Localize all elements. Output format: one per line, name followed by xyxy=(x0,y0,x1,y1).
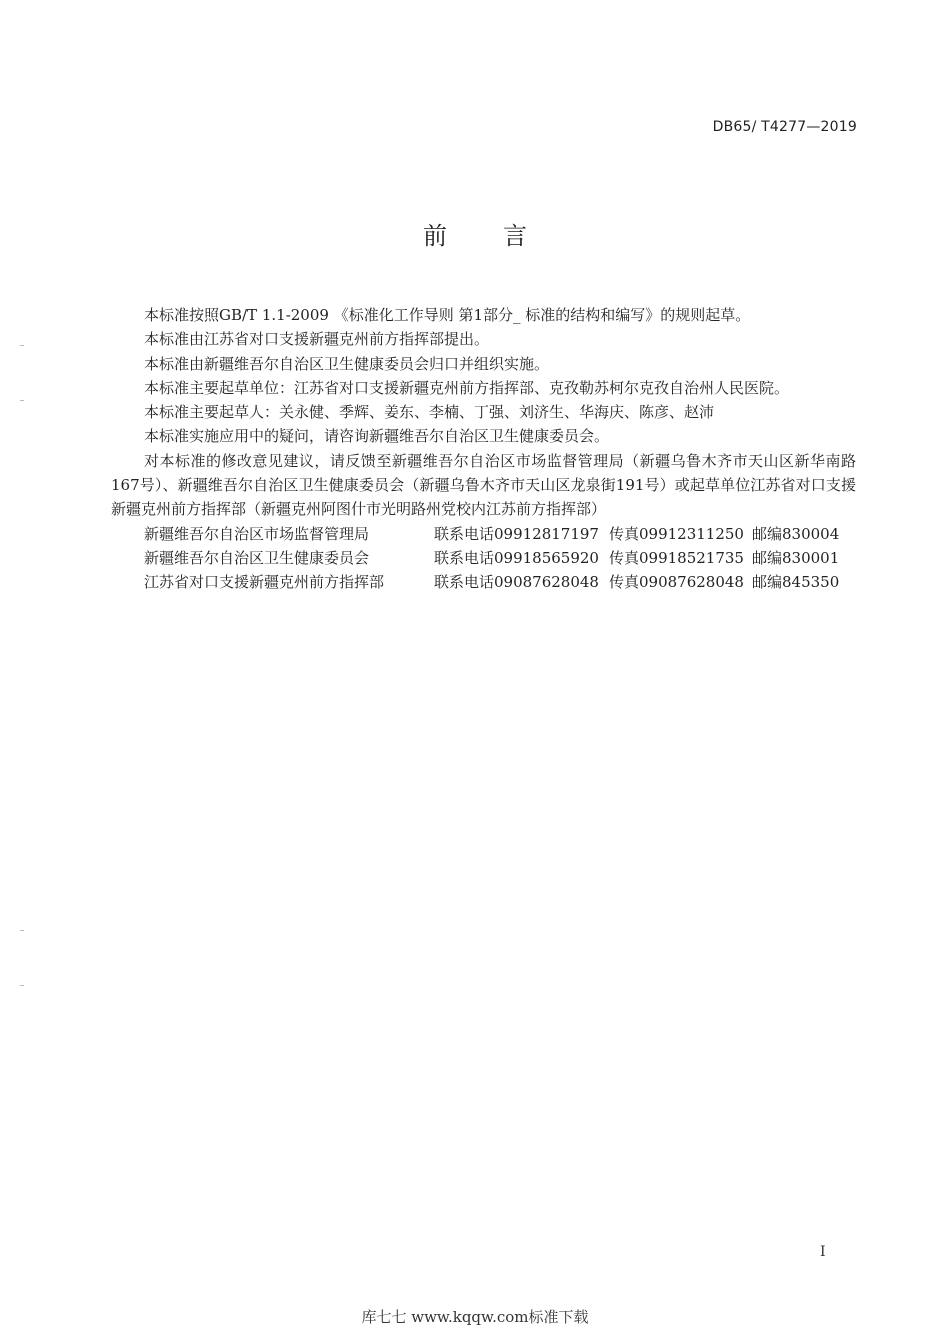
title-char-1: 前 xyxy=(423,222,447,250)
contact-row xyxy=(111,570,856,594)
scan-mark xyxy=(20,985,24,986)
paragraph-inquiries: 本标准实施应用中的疑问，请咨询新疆维吾尔自治区卫生健康委员会。 xyxy=(144,427,610,446)
contact-row xyxy=(111,522,856,546)
contact-org: 新疆维吾尔自治区卫生健康委员会 xyxy=(144,548,370,567)
paragraph-drafting-rules: 本标准按照GB/T 1.1-2009 《标准化工作导则 第1部分_ 标准的结构和编写》的规则起草。 xyxy=(144,306,751,324)
contact-list xyxy=(111,522,856,595)
contact-row xyxy=(111,546,856,570)
contact-fax: 传真09918521735 xyxy=(609,548,744,567)
paragraph-administrator: 本标准由新疆维吾尔自治区卫生健康委员会归口并组织实施。 xyxy=(144,354,550,373)
contact-org: 江苏省对口支援新疆克州前方指挥部 xyxy=(144,573,385,592)
contact-postcode: 邮编830004 xyxy=(752,524,840,543)
paragraph-feedback: 对本标准的修改意见建议，请反馈至新疆维吾尔自治区市场监督管理局（新疆乌鲁木齐市天山区新华南路167号）、新疆维吾尔自治区卫生健康委员会（新疆乌鲁木齐市天山区龙泉街191号）或起草单位江苏省对口支援新疆克州前方指挥部（新疆克州阿图什市光明路州党校内江苏前方指挥部） xyxy=(111,451,856,519)
contact-phone: 联系电话09918565920 xyxy=(434,548,599,567)
paragraph-proposer: 本标准由江苏省对口支援新疆克州前方指挥部提出。 xyxy=(144,330,490,349)
paragraph-drafters: 本标准主要起草人：关永健、季辉、姜东、李楠、丁强、刘济生、华海庆、陈彦、赵沛 xyxy=(144,403,715,422)
scan-mark xyxy=(20,345,24,346)
contact-fax: 传真09912311250 xyxy=(609,524,744,543)
title-char-2: 言 xyxy=(503,222,527,250)
contact-org: 新疆维吾尔自治区市场监督管理局 xyxy=(144,524,370,543)
contact-phone: 联系电话09087628048 xyxy=(434,573,599,592)
scan-mark xyxy=(20,930,24,931)
page-title xyxy=(0,216,950,251)
contact-postcode: 邮编830001 xyxy=(752,548,840,567)
standard-code: DB65/ T4277—2019 xyxy=(712,119,857,135)
paragraph-drafting-units: 本标准主要起草单位：江苏省对口支援新疆克州前方指挥部、克孜勒苏柯尔克孜自治州人民医院。 xyxy=(144,378,790,397)
page-number: I xyxy=(820,1244,826,1260)
contact-fax: 传真09087628048 xyxy=(609,573,744,592)
foreword-body xyxy=(111,303,856,595)
contact-postcode: 邮编845350 xyxy=(752,573,840,592)
download-watermark: 库七七 www.kqqw.com标准下载 xyxy=(361,1308,589,1326)
scan-mark xyxy=(20,400,24,401)
contact-phone: 联系电话09912817197 xyxy=(434,524,599,543)
